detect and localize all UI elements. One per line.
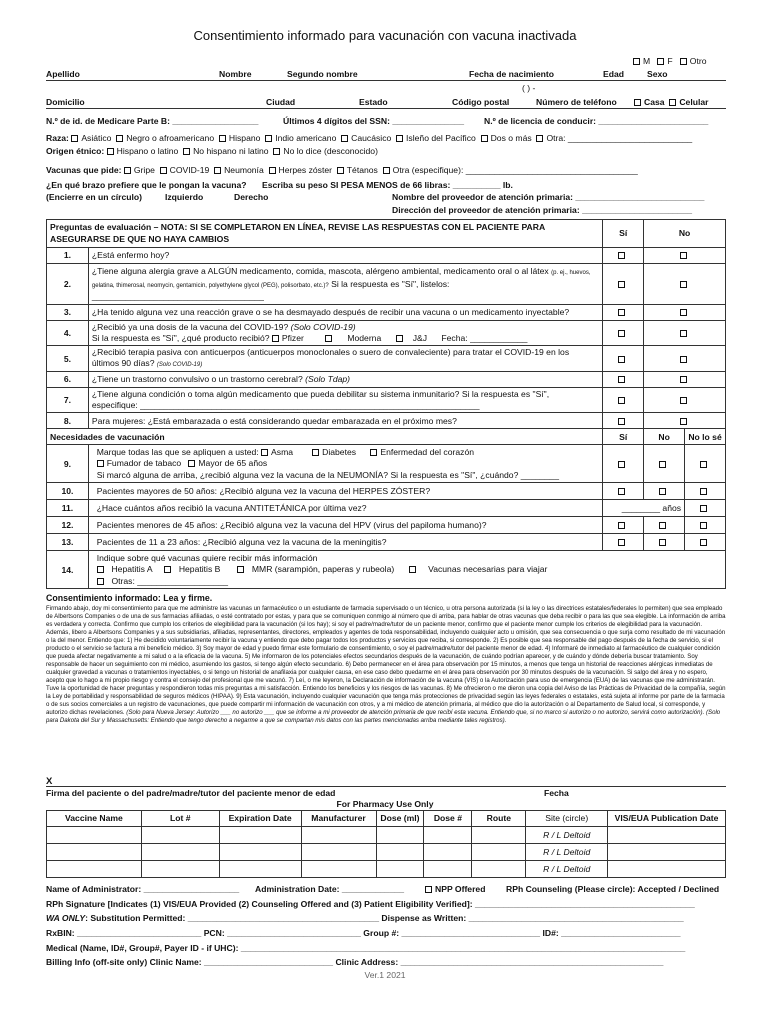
q-number: 14. — [47, 551, 89, 589]
race-option: Isleño del Pacífico — [406, 133, 476, 143]
rph-signature-field[interactable]: RPh Signature [Indicates (1) VIS/EUA Provided (2) Counseling Offered and (3) Patient Eligibility Verified]: ______________________________________________ — [46, 899, 695, 909]
ethnic-option: No hispano ni latino — [193, 146, 269, 156]
question-4-text: ¿Recibió ya una dosis de la vacuna del COVID-19? — [91, 321, 289, 332]
question-6 — [88, 372, 602, 388]
ethnic-option: No lo dice (desconocido) — [283, 146, 378, 156]
hepb-checkbox[interactable] — [164, 566, 171, 573]
label-sexo: Sexo — [647, 69, 668, 79]
sex-options — [633, 56, 706, 66]
phone-type-options — [634, 97, 708, 107]
table-row — [47, 861, 726, 878]
yes-checkbox[interactable] — [618, 252, 625, 259]
q-number: 8. — [47, 413, 89, 429]
unknown-checkbox[interactable] — [700, 505, 707, 512]
administration-date-field[interactable]: Administration Date: _____________ — [255, 884, 405, 894]
label-domicilio: Domicilio — [46, 97, 85, 107]
vaccine-option: Herpes zóster — [278, 165, 333, 175]
question-5-note: (Solo COVID-19) — [156, 362, 203, 369]
provider-name-field[interactable]: Nombre del proveedor de atención primaria: ___________________________ — [392, 192, 705, 202]
race-checkbox[interactable] — [536, 135, 543, 142]
consent-title: Consentimiento informado: Lea y firme. — [46, 593, 213, 603]
question-7-text: ¿Tiene alguna condición o toma algún medicamento que pueda debilitar su sistema inmunitario? Si la respuesta es "Sí", — [91, 389, 550, 400]
yes-checkbox[interactable] — [618, 330, 625, 337]
otras-field[interactable]: Otras: ___________________ — [111, 575, 229, 586]
col-manufacturer: Manufacturer — [301, 811, 376, 827]
race-option: Hispano — [228, 133, 261, 143]
divider-line — [46, 80, 726, 81]
consent-text — [46, 605, 726, 725]
circle-note: (Encierre en un círculo) — [46, 192, 142, 202]
sex-f-label: F — [667, 56, 673, 66]
phone-mask: ( ) - — [522, 83, 536, 93]
ethnic-row — [46, 146, 378, 156]
q-number: 1. — [47, 248, 89, 264]
ethnic-checkbox[interactable] — [107, 148, 114, 155]
ssn-field[interactable]: Últimos 4 dígitos del SSN: _______________ — [283, 116, 465, 126]
race-option: Indio americano — [275, 133, 337, 143]
moderna-label: Moderna — [347, 333, 382, 343]
arm-right-option[interactable]: Derecho — [234, 192, 269, 202]
no-checkbox[interactable] — [680, 330, 687, 337]
question-7-specify[interactable]: especifique: _______________________________________________________________________ — [91, 400, 480, 411]
race-checkbox[interactable] — [265, 135, 272, 142]
question-12 — [88, 517, 602, 534]
viajar-label: Vacunas necesarias para viajar — [428, 564, 548, 575]
col-si: Sí — [603, 429, 644, 445]
table-row — [47, 844, 726, 861]
table-row — [47, 827, 726, 844]
col-route: Route — [472, 811, 526, 827]
question-13 — [88, 534, 602, 551]
question-5-text-2: últimos 90 días? — [91, 358, 155, 369]
tetanus-years-field[interactable]: ________ años — [603, 500, 685, 517]
col-vaccine-name: Vaccine Name — [47, 811, 142, 827]
vaccines-label: Vacunas que pide: — [46, 165, 122, 175]
no-checkbox[interactable] — [659, 522, 666, 529]
vaccine-checkbox[interactable] — [337, 167, 344, 174]
consent-body: Firmando abajo, doy mi consentimiento para que me administre las vacunas un farmacéutico o un estudiante de farmacia supervisado o un técnico, u otra persona autorizada (si la ley o las directrices estatales/federales lo permiten) que sea empleado de Albertsons Companies o de una de sus farmacias afiliadas, o esté contratado por estas, y para que se comuniquen conmigo al número que di arriba, para hablar de otras vacunas que deba recibir o para las que sea elegible. La información de arriba es verdadera y correcta. Confirmo que cumplo los criterios de elegibilidad para la vacunación (si los hay); si soy el padre/madre/tutor de un paciente menor, confirmo que el paciente menor cumple los criterios de elegibilidad para la vacunación. Además, libero a Albertsons Companies y a sus subsidiarias, afiliadas, representantes, directores, empleados y agentes de toda responsabilidad, incluyendo cualquier acto u omisión, que sea consecuencia o que surja como resultado de mi vacunación o la del menor. Entiendo que: 1) He decidido voluntariamente recibir la vacuna y entiendo que debo pagar todos los productos y servicios que reciba, si corresponde. 2) Es posible que sea responsable del pago después de la fecha de servicio, si el producto o el servicio se factura a mi beneficio médico. 3) Soy mayor de edad y puedo firmar este formulario de consentimiento, o soy el padre/madre/tutor del paciente menor de edad. 4) Informaré de inmediato al farmacéutico de cualquier condición que pueda afectar negativamente a mi salud o a la eficacia de la vacuna. 5) Me informaron de los potenciales efectos secundarios después de la vacunación, de cuándo podrían aparecer, y de cuándo y dónde debería buscar tratamiento. Soy responsable de hacer un seguimiento con mi médico, asumiendo los gastos, si tengo algún efecto secundario. 6) Debo permanecer en el área para observación por 15 minutos, a menos que tenga un historial de reacciones alérgicas inmediatas de cualquier gravedad a vacunas o tratamientos inyectables, o si tengo un historial de anafilaxia por cualquier causa, en ese caso debo quedarme en el área para observación por 30 minutos después de la vacunación. Si salgo del área y no espero, acepto que lo hago a mi propio riesgo y contra el consejo del profesional que me vacunó. 7) Leí, o me leyeron, la Declaración de información de la vacuna (VIS) o la Autorización para uso de emergencia (EUA) de las vacunas que me administrarán. Tuve la oportunidad de hacer preguntas y respondieron todas mis preguntas a mi satisfacción. Entiendo los beneficios y los riesgos de las vacunas. 8) Me ofrecieron o me dieron una copia del Aviso de las Prácticas de Privacidad de la compañía, según la Ley de portabilidad y responsabilidad de seguros médicos (HIPAA). 9) Esta vacunación, incluyendo cualquier vacunación que tenga más protecciones de privacidad según las leyes federales o estatales, está sujeta al informe por parte de la farmacia o de sus socios comerciales a un registro de vacunaciones, que puede compartir mi información de vacunación con otros, y a mi médico de atención primaria, al médico que dio la autorización o al Departamento de Salud local, si corresponde, y autorizo dichas revelaciones. — [46, 605, 726, 717]
version-label: Ver.1 2021 — [364, 970, 406, 980]
vaccine-option: COVID-19 — [169, 165, 210, 175]
col-no-lo-se: No lo sé — [685, 429, 726, 445]
col-lot: Lot # — [141, 811, 219, 827]
yes-checkbox[interactable] — [618, 397, 625, 404]
label-codigo-postal: Código postal — [452, 97, 510, 107]
vaccines-row — [46, 165, 638, 175]
col-expiration: Expiration Date — [219, 811, 301, 827]
provider-address-field[interactable]: Dirección del proveedor de atención primaria: _______________________ — [392, 205, 692, 215]
question-10-text: Pacientes mayores de 50 años: ¿Recibió alguna vez la vacuna del HERPES ZÓSTER? — [96, 486, 431, 497]
rph-counseling[interactable]: RPh Counseling (Please circle): Accepted / Declined — [506, 884, 720, 894]
vaccine-option: Otra (especifique): ____________________________________ — [392, 165, 638, 175]
question-4 — [88, 320, 602, 345]
race-label: Raza: — [46, 133, 69, 143]
col-no: No — [644, 429, 685, 445]
no-checkbox[interactable] — [659, 488, 666, 495]
question-1: ¿Está enfermo hoy? — [88, 248, 602, 264]
col-site: Site (circle) — [526, 811, 608, 827]
ethnic-label: Origen étnico: — [46, 146, 105, 156]
sex-m-label: M — [643, 56, 651, 66]
no-checkbox[interactable] — [680, 418, 687, 425]
unknown-checkbox[interactable] — [700, 539, 707, 546]
hepa-label: Hepatitis A — [111, 564, 153, 575]
no-checkbox[interactable] — [680, 252, 687, 259]
label-edad: Edad — [603, 69, 625, 79]
question-4-date[interactable]: Fecha: ____________ — [441, 333, 528, 343]
vaccine-checkbox[interactable] — [160, 167, 167, 174]
question-6-text: ¿Tiene un trastorno convulsivo o un trastorno cerebral? — [91, 374, 303, 385]
label-nombre: Nombre — [219, 69, 252, 79]
otras-checkbox[interactable] — [97, 578, 104, 585]
no-checkbox[interactable] — [680, 356, 687, 363]
question-11 — [88, 500, 602, 517]
label-segundo-nombre: Segundo nombre — [287, 69, 358, 79]
tabaco-label: Fumador de tabaco — [106, 458, 182, 469]
billing-row[interactable]: Billing Info (off-site only) Clinic Name: ___________________________ Clinic Address: _______________________________________________________ — [46, 957, 664, 967]
question-2 — [88, 264, 602, 305]
question-3: ¿Ha tenido alguna vez una reacción grave o se ha desmayado después de recibir una vacuna o un medicamento inyectable? — [88, 304, 602, 320]
form-title: Consentimiento informado para vacunación con vacuna inactivada — [193, 28, 577, 43]
question-10 — [88, 483, 602, 500]
medicare-field[interactable]: N.º de id. de Medicare Parte B: __________________ — [46, 116, 259, 126]
col-no: No — [644, 220, 726, 248]
celular-label: Celular — [679, 97, 709, 107]
race-checkbox[interactable] — [219, 135, 226, 142]
q-number: 13. — [47, 534, 89, 551]
diabetes-checkbox[interactable] — [312, 449, 319, 456]
q-number: 11. — [47, 500, 89, 517]
substitution-field[interactable]: : Substitution Permitted: ________________________________________ Dispense as Written: _____________________________________________ — [85, 913, 684, 923]
vaccine-checkbox[interactable] — [124, 167, 131, 174]
yes-checkbox[interactable] — [618, 309, 625, 316]
mmr-checkbox[interactable] — [237, 566, 244, 573]
question-14-text: Indique sobre qué vacunas quiere recibir más información — [96, 552, 318, 563]
ethnic-checkbox[interactable] — [183, 148, 190, 155]
q-number: 5. — [47, 346, 89, 372]
substitution-row — [46, 913, 684, 923]
no-checkbox[interactable] — [680, 397, 687, 404]
question-5 — [88, 346, 602, 372]
sex-f-checkbox[interactable] — [657, 58, 664, 65]
yes-checkbox[interactable] — [618, 539, 625, 546]
ethnic-checkbox[interactable] — [273, 148, 280, 155]
label-fecha-nacimiento: Fecha de nacimiento — [469, 69, 555, 79]
signature-label: Firma del paciente o del padre/madre/tutor del paciente menor de edad — [46, 788, 336, 798]
question-8: Para mujeres: ¿Está embarazada o está considerando quedar embarazada en el próximo mes? — [88, 413, 602, 429]
unknown-checkbox[interactable] — [700, 488, 707, 495]
q-number: 7. — [47, 388, 89, 413]
corazon-label: Enfermedad del corazón — [380, 446, 475, 457]
col-si: Sí — [603, 220, 644, 248]
screening-header: Preguntas de evaluación – NOTA: SI SE COMPLETARON EN LÍNEA, REVISE LAS RESPUESTAS CON EL PACIENTE PARA ASEGURARSE DE QUE NO HAYA CAMBIOS — [47, 220, 603, 248]
casa-label: Casa — [644, 97, 665, 107]
race-option: Caucásico — [351, 133, 392, 143]
label-estado: Estado — [359, 97, 388, 107]
race-option: Dos o más — [490, 133, 532, 143]
race-option: Negro o afroamericano — [126, 133, 215, 143]
yes-checkbox[interactable] — [618, 418, 625, 425]
asma-label: Asma — [271, 446, 294, 457]
yes-checkbox[interactable] — [618, 522, 625, 529]
tabaco-checkbox[interactable] — [97, 460, 104, 467]
vaccine-checkbox[interactable] — [269, 167, 276, 174]
ethnic-option: Hispano o latino — [116, 146, 179, 156]
col-vis-date: VIS/EUA Publication Date — [608, 811, 726, 827]
arm-question: ¿En qué brazo prefiere que le pongan la vacuna? — [46, 180, 247, 190]
pharmacy-table — [46, 810, 726, 878]
q-number: 4. — [47, 320, 89, 345]
unknown-checkbox[interactable] — [700, 522, 707, 529]
no-checkbox[interactable] — [659, 461, 666, 468]
site-circle[interactable]: R / L Deltoid — [526, 827, 608, 844]
label-numero-telefono: Número de teléfono — [536, 97, 617, 107]
question-9 — [88, 445, 602, 483]
diabetes-label: Diabetes — [322, 446, 357, 457]
q-number: 12. — [47, 517, 89, 534]
q-number: 10. — [47, 483, 89, 500]
screening-table — [46, 219, 726, 589]
col-dose-ml: Dose (ml) — [376, 811, 424, 827]
q-number: 6. — [47, 372, 89, 388]
weight-field[interactable]: Escriba su peso SI PESA MENOS de 66 libras: __________ lb. — [262, 180, 513, 190]
mayor-65-checkbox[interactable] — [188, 460, 195, 467]
signature-line[interactable] — [46, 786, 726, 787]
site-circle[interactable]: R / L Deltoid — [526, 844, 608, 861]
vaccine-option: Tétanos — [346, 165, 378, 175]
q-number: 9. — [47, 445, 89, 483]
sex-otro-label: Otro — [689, 56, 707, 66]
q-number: 3. — [47, 304, 89, 320]
no-checkbox[interactable] — [680, 281, 687, 288]
vaccine-option: Neumonía — [224, 165, 264, 175]
race-row — [46, 133, 692, 143]
no-checkbox[interactable] — [680, 309, 687, 316]
no-checkbox[interactable] — [659, 539, 666, 546]
vaccine-checkbox[interactable] — [214, 167, 221, 174]
sex-m-checkbox[interactable] — [633, 58, 640, 65]
question-5-text: ¿Recibió terapia pasiva con anticuerpos (anticuerpos monoclonales o suero de convaleciente) para tratar el COVID-19 en los — [91, 347, 570, 358]
site-circle[interactable]: R / L Deltoid — [526, 861, 608, 878]
race-option: Otra: __________________________ — [546, 133, 693, 143]
casa-checkbox[interactable] — [634, 99, 641, 106]
asma-checkbox[interactable] — [261, 449, 268, 456]
viajar-checkbox[interactable] — [409, 566, 416, 573]
celular-checkbox[interactable] — [669, 99, 676, 106]
moderna-checkbox[interactable] — [325, 335, 332, 342]
jj-checkbox[interactable] — [396, 335, 403, 342]
yes-checkbox[interactable] — [618, 461, 625, 468]
yes-checkbox[interactable] — [618, 488, 625, 495]
race-checkbox[interactable] — [116, 135, 123, 142]
question-7 — [88, 388, 602, 413]
sex-otro-checkbox[interactable] — [680, 58, 687, 65]
hepa-checkbox[interactable] — [97, 566, 104, 573]
signature-x: X — [46, 776, 53, 787]
question-13-text: Pacientes de 11 a 23 años: ¿Recibió alguna vez la vacuna de la meningitis? — [96, 537, 387, 548]
date-label: Fecha — [544, 788, 569, 798]
question-14 — [88, 551, 725, 589]
label-ciudad: Ciudad — [266, 97, 296, 107]
race-checkbox[interactable] — [481, 135, 488, 142]
race-checkbox[interactable] — [71, 135, 78, 142]
pharmacy-title: For Pharmacy Use Only — [336, 799, 434, 809]
q-number: 2. — [47, 264, 89, 305]
question-6-note: (Solo Tdap) — [305, 374, 351, 385]
question-9-text: Marque todas las que se apliquen a usted: — [96, 446, 259, 457]
yes-checkbox[interactable] — [618, 356, 625, 363]
npp-label: NPP Offered — [435, 884, 486, 894]
hepb-label: Hepatitis B — [178, 564, 221, 575]
question-2-text: ¿Tiene alguna alergia grave a ALGÚN medicamento, comida, mascota, alérgeno ambiental, medicamento oral o al látex — [91, 266, 549, 276]
no-checkbox[interactable] — [680, 376, 687, 383]
consent-state-notes: (Solo para Nueva Jersey: Autorizo ___ no autorizo ___ que se informe a mi proveedor de atención primaria de que recibí esta vacuna. Entiendo que, si no marco si autorizo o no autorizo, servirá como autorización). (Solo para Dakota del Sur y Massachusetts: Entiendo que tengo derecho a negarme a que se compartan mis datos con las partes mencionadas arriba mediante tales registros). — [46, 709, 721, 725]
corazon-checkbox[interactable] — [370, 449, 377, 456]
unknown-checkbox[interactable] — [700, 461, 707, 468]
question-2-list-prompt: Si la respuesta es "Sí", listelos: — [331, 278, 450, 289]
mmr-label: MMR (sarampión, paperas y rubeola) — [251, 564, 395, 575]
wa-only-label: WA ONLY — [46, 913, 86, 923]
question-11-text: ¿Hace cuántos años recibió la vacuna ANTITETÁNICA por última vez? — [96, 503, 367, 514]
col-dose-num: Dose # — [424, 811, 472, 827]
divider-line — [46, 108, 726, 109]
question-2-examples: (p. ej., huevos, gelatina, thimerosal, neomycin, gentamicin, polyethylene glycol (PEG), polisorbato, etc.)? — [91, 270, 591, 289]
question-12-text: Pacientes menores de 45 años: ¿Recibió alguna vez la vacuna del HPV (virus del papiloma humano)? — [96, 520, 487, 531]
question-2-list-line[interactable]: ____________________________________ — [91, 291, 264, 302]
jj-label: J&J — [412, 333, 428, 343]
label-apellido: Apellido — [46, 69, 80, 79]
npp-offered — [425, 884, 485, 894]
yes-checkbox[interactable] — [618, 376, 625, 383]
vaccine-option: Gripe — [133, 165, 155, 175]
arm-left-option[interactable]: Izquierdo — [165, 192, 204, 202]
rxbin-row[interactable]: RxBIN: __________________________ PCN: ____________________________ Group #: _____________________________ ID#: _________________________ — [46, 928, 681, 938]
race-option: Asiático — [81, 133, 112, 143]
yes-checkbox[interactable] — [618, 281, 625, 288]
administrator-name-field[interactable]: Name of Administrator: ____________________ — [46, 884, 240, 894]
vaccine-checkbox[interactable] — [383, 167, 390, 174]
npp-checkbox[interactable] — [425, 886, 432, 893]
pfizer-label: Pfizer — [281, 333, 304, 343]
question-4-product: Si la respuesta es "Sí", ¿qué producto recibió? — [91, 333, 270, 343]
question-9-pneumonia: Si marcó alguna de arriba, ¿recibió alguna vez la vacuna de la NEUMONÍA? Si la respuesta es "Sí", ¿cuándo? ________ — [96, 469, 559, 480]
needs-header: Necesidades de vacunación — [47, 429, 603, 445]
question-4-note: (Solo COVID-19) — [290, 321, 356, 332]
medical-row[interactable]: Medical (Name, ID#, Group#, Payer ID - if UHC): _____________________________________________________________________________________________ — [46, 943, 686, 953]
race-checkbox[interactable] — [341, 135, 348, 142]
race-checkbox[interactable] — [396, 135, 403, 142]
mayor-65-label: Mayor de 65 años — [198, 458, 268, 469]
license-field[interactable]: N.º de licencia de conducir: _______________________ — [484, 116, 709, 126]
pfizer-checkbox[interactable] — [272, 335, 279, 342]
